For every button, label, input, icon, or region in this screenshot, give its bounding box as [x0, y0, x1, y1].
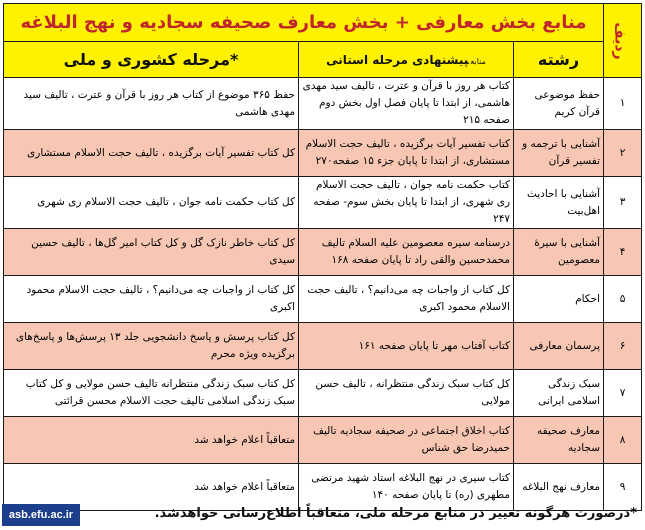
field-name: آشنایی با ترجمه و تفسیر قرآن — [514, 130, 604, 177]
row-number: ۴ — [604, 229, 642, 276]
table-row — [4, 229, 642, 276]
field-name: احکام — [514, 276, 604, 323]
national-source: کل کتاب سبک زندگی منتظرانه تالیف حسن مولایی و کل کتاب سبک زندگی اسلامی تالیف حجت الاسلام محسن قرائتی — [4, 370, 299, 417]
national-header: *مرحله کشوری و ملی — [4, 42, 299, 78]
table-row — [4, 370, 642, 417]
provincial-source: درسنامه سیره معصومین علیه السلام تالیف محمدحسین والقی راد تا پایان صفحه ۱۶۸ — [299, 229, 514, 276]
table-row — [4, 417, 642, 464]
row-number: ۵ — [604, 276, 642, 323]
field-name: سبک زندگی اسلامی ایرانی — [514, 370, 604, 417]
title-row — [4, 4, 642, 42]
field-name: آشنایی با احادیث اهل‌بیت — [514, 177, 604, 229]
sources-sheet — [3, 3, 641, 503]
national-source: متعاقباً اعلام خواهد شد — [4, 417, 299, 464]
table-body — [4, 78, 642, 511]
radif-header: ردیف — [604, 4, 642, 78]
provincial-header: منابعپیشنهادی مرحله استانی — [299, 42, 514, 78]
national-source: کل کتاب از واجبات چه می‌دانیم؟ ، تالیف حجت الاسلام محمود اکبری — [4, 276, 299, 323]
table-row — [4, 78, 642, 130]
field-name: آشنایی با سیرهٔ معصومین — [514, 229, 604, 276]
site-logo[interactable]: asb.efu.ac.ir — [2, 504, 80, 526]
provincial-source: کتاب هر روز با قرآن و عترت ، تالیف سید مهدی هاشمی، از ابتدا تا پایان فصل اول بخش دوم صفحه ۲۱۵ — [299, 78, 514, 130]
table-row — [4, 130, 642, 177]
sources-table — [3, 3, 642, 511]
table-row — [4, 177, 642, 229]
provincial-source: کتاب آفتاب مهر تا پایان صفحه ۱۶۱ — [299, 323, 514, 370]
row-number: ۸ — [604, 417, 642, 464]
page-title: منابع بخش معارفی + بخش معارف صحیفه سجادیه و نهج البلاغه — [4, 4, 604, 42]
table-row — [4, 464, 642, 511]
field-header: رشته — [514, 42, 604, 78]
row-number: ۶ — [604, 323, 642, 370]
row-number: ۷ — [604, 370, 642, 417]
provincial-source: کتاب اخلاق اجتماعی در صحیفه سجادیه تالیف حمیدرضا حق شناس — [299, 417, 514, 464]
provincial-source: کل کتاب سبک زندگی منتظرانه ، تالیف حسن مولایی — [299, 370, 514, 417]
row-number: ۱ — [604, 78, 642, 130]
provincial-source: کتاب تفسیر آیات برگزیده ، تالیف حجت الاسلام مستشاری، از ابتدا تا پایان جزء ۱۵ صفحه۲۷۰ — [299, 130, 514, 177]
header-row — [4, 42, 642, 78]
table-row — [4, 276, 642, 323]
row-number: ۹ — [604, 464, 642, 511]
row-number: ۳ — [604, 177, 642, 229]
national-source: کل کتاب حکمت نامه جوان ، تالیف حجت الاسلام ری شهری — [4, 177, 299, 229]
national-source: کل کتاب خاطر نازک گل و کل کتاب امیر گل‌ها ، تالیف حسین سیدی — [4, 229, 299, 276]
national-source: کل کتاب پرسش و پاسخ دانشجویی جلد ۱۳ پرسش‌ها و پاسخ‌های برگزیده ویژه محرم — [4, 323, 299, 370]
field-name: معارف صحیفه سجادیه — [514, 417, 604, 464]
field-name: پرسمان معارفی — [514, 323, 604, 370]
row-number: ۲ — [604, 130, 642, 177]
national-source: حفظ ۳۶۵ موضوع از کتاب هر روز با قرآن و عترت ، تالیف سید مهدی هاشمی — [4, 78, 299, 130]
field-name: حفظ موضوعی قرآن کریم — [514, 78, 604, 130]
provincial-source: کل کتاب از واجبات چه می‌دانیم؟ ، تالیف حجت الاسلام محمود اکبری — [299, 276, 514, 323]
national-source: کل کتاب تفسیر آیات برگزیده ، تالیف حجت الاسلام مستشاری — [4, 130, 299, 177]
provincial-source: کتاب حکمت نامه جوان ، تالیف حجت الاسلام ری شهری، از ابتدا تا پایان بخش سوم- صفحه ۲۴۷ — [299, 177, 514, 229]
table-row — [4, 323, 642, 370]
national-source: متعاقباً اعلام خواهد شد — [4, 464, 299, 511]
field-name: معارف نهج البلاغه — [514, 464, 604, 511]
provincial-source: کتاب سیری در نهج البلاغه استاد شهید مرتضی مطهری (ره) تا پایان صفحه ۱۴۰ — [299, 464, 514, 511]
footer-note: *درصورت هرگونه تغییر در منابع مرحله ملی، متعاقباً اطلاع‌رسانی خواهدشد. — [154, 506, 637, 521]
